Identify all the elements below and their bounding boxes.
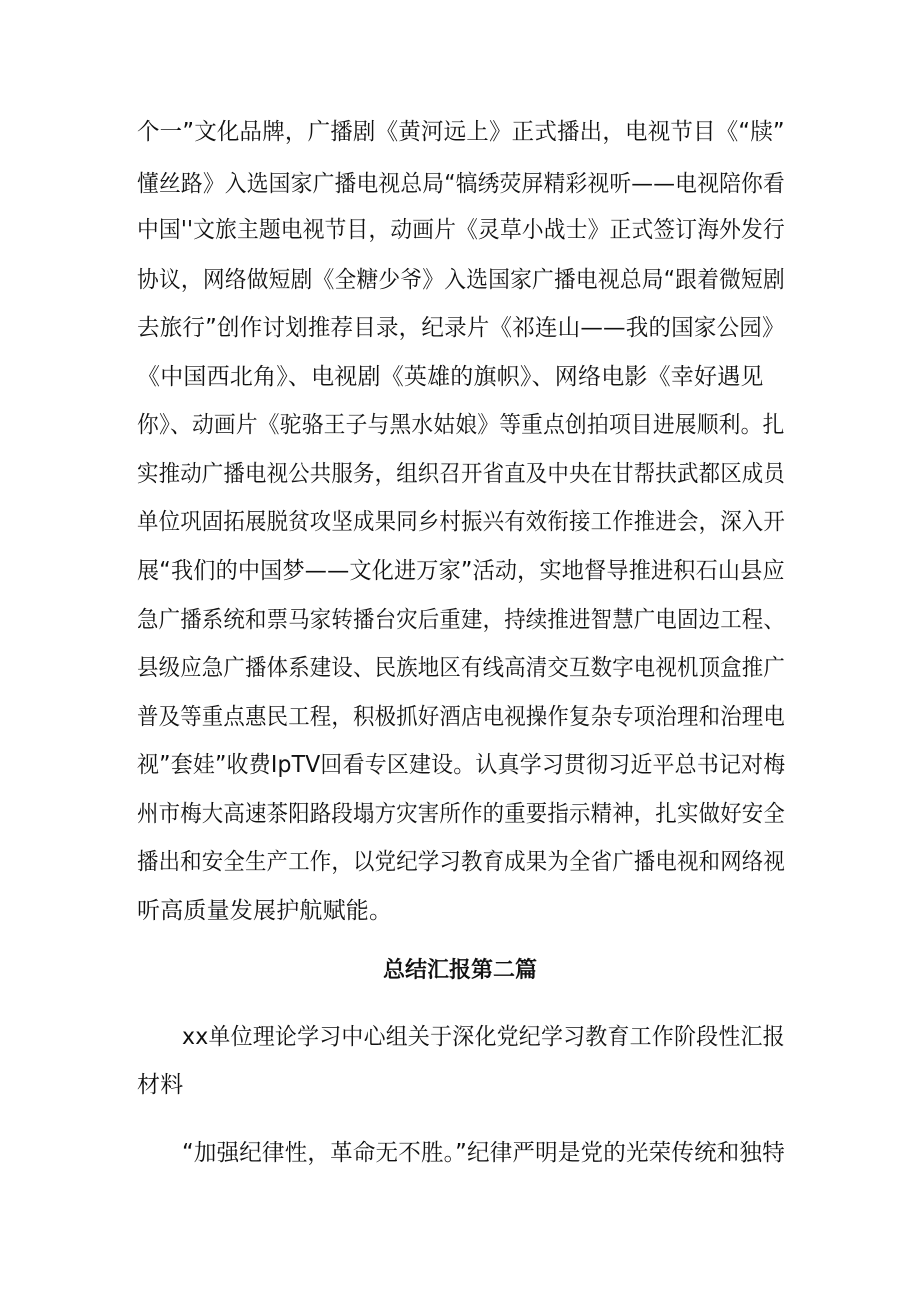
section-heading: 总结汇报第二篇 xyxy=(382,958,537,983)
paragraph-line: 去旅行”创作讨划推荐目录，纪录片《祁连山——我的国家公园》 xyxy=(137,315,785,341)
paragraph-line: 懂丝路》入选国家广播电视总局“犒绣荧屏精彩视听——电视陪你看 xyxy=(137,171,785,197)
paragraph-line: 中国''文旅主题电视节目，动画片《灵草小战士》正式签订海外发行 xyxy=(137,217,785,243)
paragraph-line: 协议，网络做短剧《全糖少爷》入选国家广播电视总局“跟着微短剧 xyxy=(137,267,785,293)
subtitle-line: xx单位理论学习中心组关于深化党纪学习教育工作阶段性汇报 xyxy=(182,1024,785,1050)
paragraph-line: “加强纪律性，革命无不胜。”纪律严明是党的光荣传统和独特 xyxy=(182,1140,785,1166)
paragraph-line: 县级应急广播体系建设、民族地区有线高清交互数字电视机顶盒推广 xyxy=(137,655,785,681)
paragraph-line: 视”套娃”收费IpTV回看专区建设。认真学习贯彻习近平总书记对梅 xyxy=(137,752,786,778)
paragraph-line: 《中国西北角》、电视剧《英雄的旗帜》、网络电影《幸好遇见 xyxy=(137,364,764,390)
paragraph-line: 州市梅大高速茶阳路段塌方灾害所作的重要指示精神，扎实做好安全 xyxy=(137,801,785,827)
paragraph-line: 个一”文化品牌，广播剧《黄河远上》正式播出，电视节目《“牍” xyxy=(137,119,785,145)
subtitle-line: 材料 xyxy=(137,1072,184,1098)
paragraph-line: 实推动广播电视公共服务，组织召开省直及中央在甘帮扶武都区成员 xyxy=(137,461,785,487)
paragraph-line: 普及等重点惠民工程，积极抓好酒店电视操作复杂专项治理和治理电 xyxy=(137,704,785,730)
paragraph-line: 听高质量发展护航赋能。 xyxy=(137,898,393,924)
paragraph-line: 你》、动画片《驼骆王子与黑水姑娘》等重点创拍项目进展顺利。扎 xyxy=(137,412,785,438)
paragraph-line: 急广播系统和票马家转播台灾后重建，持续推进智慧广电固边工程、 xyxy=(137,607,785,633)
paragraph-line: 展“我们的中国梦——文化进万家”活动，实地督导推进积石山县应 xyxy=(137,558,785,584)
paragraph-line: 播出和安全生产工作，以党纪学习教育成果为全省广播电视和网络视 xyxy=(137,849,785,875)
paragraph-line: 单位巩固拓展脱贫攻坚成果同乡村振兴有效衔接工作推进会，深入开 xyxy=(137,509,785,535)
